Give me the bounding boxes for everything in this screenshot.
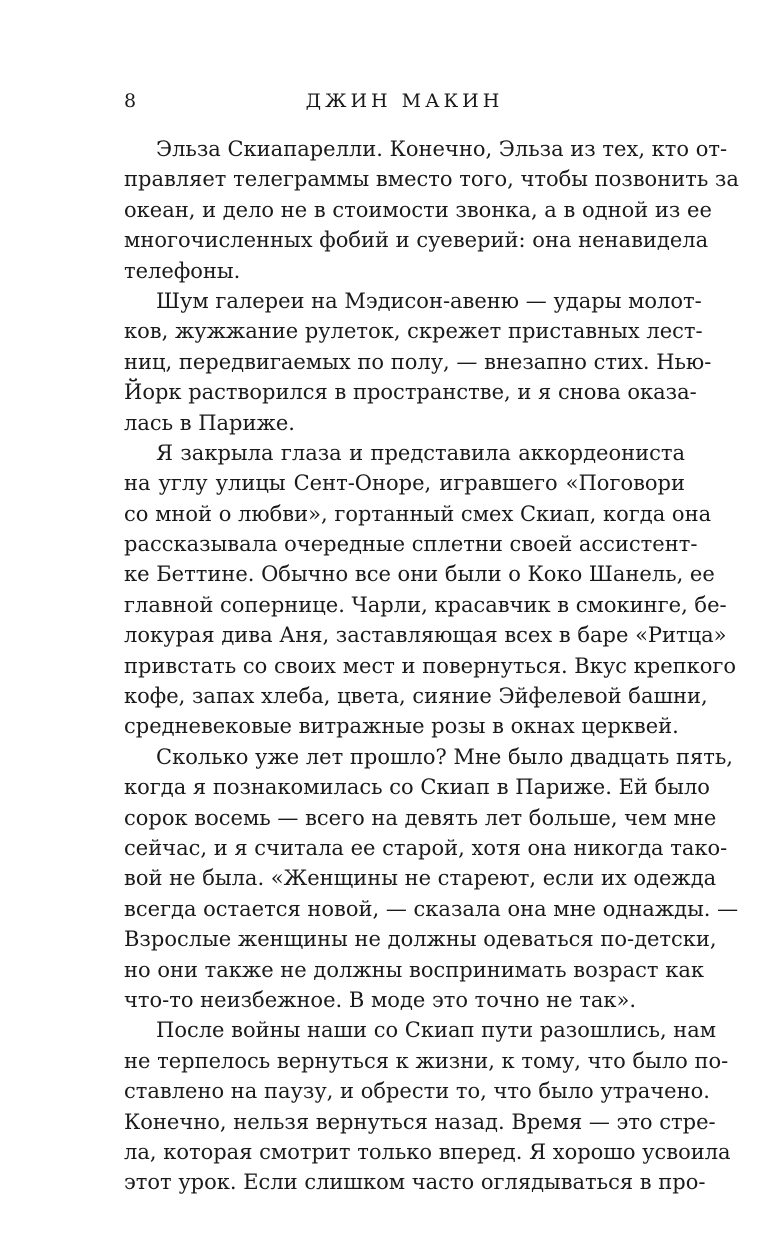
text-line: правляет телеграммы вместо того, чтобы позвонить за [124,167,739,192]
text-line: главной сопернице. Чарли, красавчик в смокинге, бе- [124,592,727,617]
text-line: вой не была. «Женщины не стареют, если их одежда [124,866,717,891]
text-line: Конечно, нельзя вернуться назад. Время — это стре- [124,1109,716,1134]
text-line: со мной о любви», гортанный смех Скиап, когда она [124,501,712,526]
text-line: Эльза Скиапарелли. Конечно, Эльза из тех, кто от- [156,137,728,161]
text-line: когда я познакомилась со Скиап в Париже. Ей было [124,775,710,800]
text-line: телефоны. [124,258,241,283]
text-line: ниц, передвигаемых по полу, — внезапно стих. Нью- [124,349,712,374]
text-line: После войны наши со Скиап пути разошлись, нам [156,1018,717,1043]
text-line: ла, которая смотрит только вперед. Я хорошо усвоила [124,1139,731,1164]
text-line: всегда остается новой, — сказала она мне однажды. — [124,896,739,921]
text-line: лась в Париже. [124,410,295,435]
page-number: 8 [124,90,137,112]
text-line: рассказывала очередные сплетни своей ассистент- [124,532,698,557]
text-line: не терпелось вернуться к жизни, к тому, что было по- [124,1048,729,1073]
text-line: Йорк растворился в пространстве, и я снова оказа- [124,380,697,405]
paragraph-4 [124,742,739,1016]
text-line: локурая дива Аня, заставляющая всех в баре «Ритца» [124,623,727,648]
text-line: но они также не должны воспринимать возраст как [124,957,704,982]
text-line: что-то неизбежное. В моде это точно не так». [124,987,637,1012]
body-text [124,134,739,1198]
running-title: ДЖИН МАКИН [305,90,504,112]
paragraph-2 [124,286,712,438]
text-line: кофе, запах хлеба, цвета, сияние Эйфелевой башни, [124,684,708,709]
text-line: Я закрыла глаза и представила аккордеониста [156,440,685,465]
text-line: сорок восемь — всего на девять лет больше, чем мне [124,805,717,830]
text-line: ке Беттине. Обычно все они были о Коко Шанель, ее [124,562,715,587]
text-line: Сколько уже лет прошло? Мне было двадцать пять, [156,744,733,769]
page-header [124,86,685,116]
text-line: средневековые витражные розы в окнах церквей. [124,714,679,739]
text-line: Взрослые женщины не должны одеваться по-детски, [124,927,717,952]
text-line: этот урок. Если слишком часто оглядываться в про- [124,1170,706,1195]
paragraph-1 [124,134,739,286]
paragraph-5 [124,1015,731,1197]
text-line: на углу улицы Сент-Оноре, игравшего «Поговори [124,471,685,496]
text-line: многочисленных фобий и суеверий: она ненавидела [124,228,709,253]
paragraph-3 [124,438,737,742]
text-line: сейчас, и я считала ее старой, хотя она никогда тако- [124,835,728,860]
text-line: привстать со своих мест и повернуться. Вкус крепкого [124,653,737,678]
text-line: ставлено на паузу, и обрести то, что было утрачено. [124,1079,710,1104]
text-line: ков, жужжание рулеток, скрежет приставных лест- [124,319,703,344]
text-line: океан, и дело не в стоимости звонка, а в одной из ее [124,197,712,222]
text-line: Шум галереи на Мэдисон-авеню — удары молот- [156,288,702,313]
